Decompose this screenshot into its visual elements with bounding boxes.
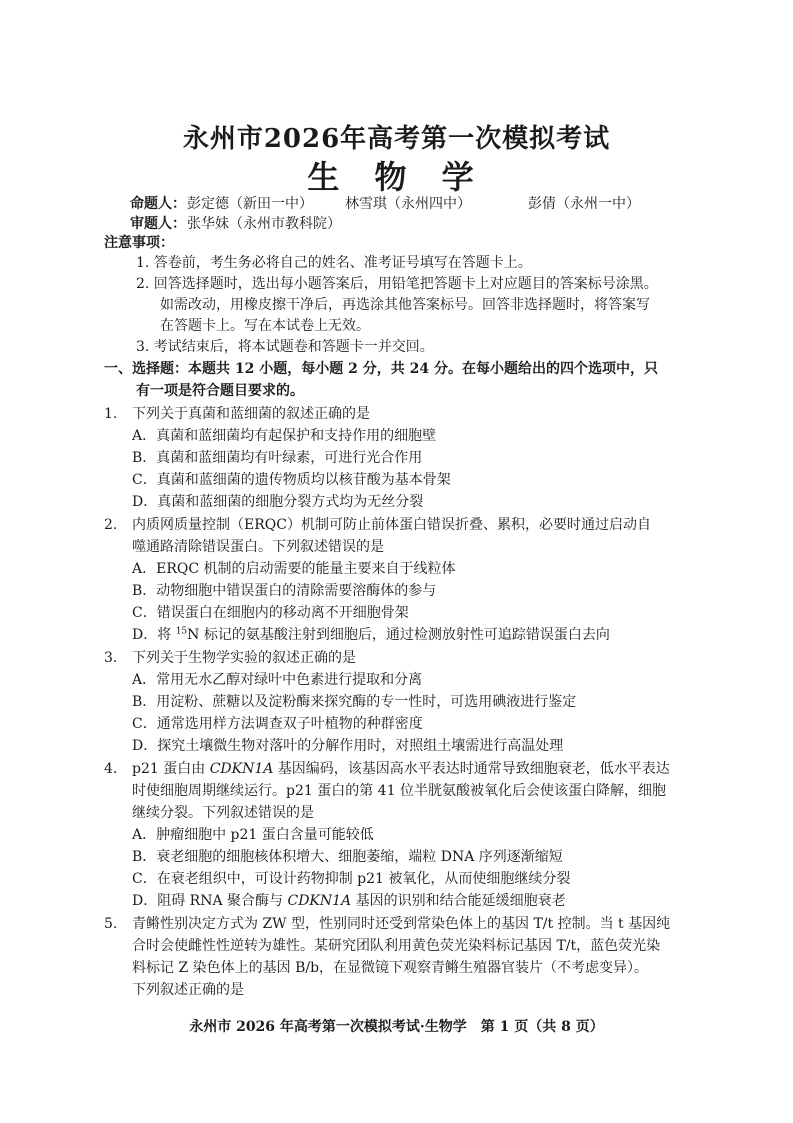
question-stem: 料标记 Z 染色体上的基因 B/b，在显微镜下观察青鳉生殖器官装片（不考虑变异）。 (132, 960, 649, 976)
question-option: D．真菌和蓝细菌的细胞分裂方式均为无丝分裂 (132, 494, 424, 510)
reviewer-label: 审题人： (130, 216, 186, 232)
question-option: C．在衰老组织中，可设计药物抑制 p21 被氧化，从而使细胞继续分裂 (132, 871, 571, 887)
question-number: 4. (104, 761, 118, 777)
question-number: 5. (104, 916, 118, 932)
proposer-label: 命题人： (130, 196, 186, 212)
question-stem: 内质网质量控制（ERQC）机制可防止前体蛋白错误折叠、累积，必要时通过启动自 (132, 517, 651, 533)
question-number: 2. (104, 517, 118, 533)
question-number: 1. (104, 406, 118, 422)
proposer-2: 林雪琪（永州四中） (345, 196, 471, 212)
section-instruction: 本题共 12 小题，每小题 2 分，共 24 分。在每小题给出的四个选项中，只 (188, 361, 658, 377)
isotope-superscript: 15 (175, 626, 188, 637)
gene-name: CDKN1A (209, 761, 274, 777)
question-option: D．探究土壤微生物对落叶的分解作用时，对照组土壤需进行高温处理 (132, 738, 564, 754)
question-option: B．真菌和蓝细菌均有叶绿素，可进行光合作用 (132, 450, 423, 466)
notice-heading: 注意事项： (104, 235, 174, 251)
section-heading (104, 358, 658, 380)
notice-item: 在答题卡上。写在本试卷上无效。 (160, 318, 370, 334)
section-instruction-cont: 有一项是符合题目要求的。 (136, 383, 304, 399)
question-number: 3. (104, 650, 118, 666)
notice-item: 2. 回答选择题时，选出每小题答案后，用铅笔把答题卡上对应题目的答案标号涂黑。 (136, 276, 658, 292)
question-option: A．常用无水乙醇对绿叶中色素进行提取和分离 (132, 672, 423, 688)
option-text: D．阻碍 RNA 聚合酶与 (132, 893, 288, 909)
gene-name: CDKN1A (287, 893, 352, 909)
notice-item: 1. 答卷前，考生务必将自己的姓名、准考证号填写在答题卡上。 (136, 255, 532, 271)
question-stem: 合时会使雌性性逆转为雄性。某研究团队利用黄色荧光染料标记基因 T/t，蓝色荧光染 (132, 938, 661, 954)
question-stem (132, 758, 670, 780)
question-option: A．肿瘤细胞中 p21 蛋白含量可能较低 (132, 827, 374, 843)
question-stem: 噬通路清除错误蛋白。下列叙述错误的是 (132, 539, 384, 555)
question-option (132, 624, 610, 646)
reviewer-name: 张华妹（永州市教科院） (187, 216, 341, 232)
page-title: 永州市2026年高考第一次模拟考试 (182, 124, 611, 154)
question-option: C．通常选用样方法调查双子叶植物的种群密度 (132, 716, 423, 732)
question-stem: 青鳉性别决定方式为 ZW 型，性别同时还受到常染色体上的基因 T/t 控制。当 t 基因纯 (132, 916, 671, 932)
question-option: C．错误蛋白在细胞内的移动离不开细胞骨架 (132, 605, 409, 621)
question-option: A．ERQC 机制的启动需要的能量主要来自于线粒体 (132, 561, 456, 577)
question-stem: 下列叙述正确的是 (132, 982, 244, 998)
question-stem: 下列关于生物学实验的叙述正确的是 (132, 650, 356, 666)
proposer-3: 彭倩（永州一中） (528, 196, 640, 212)
notice-item: 3. 考试结束后，将本试题卷和答题卡一并交回。 (136, 339, 434, 355)
option-text: 基因的识别和结合能延缓细胞衰老 (351, 893, 566, 909)
section-label: 一、选择题： (104, 361, 188, 377)
option-text: D．将 (132, 627, 176, 643)
question-option: B．用淀粉、蔗糖以及淀粉酶来探究酶的专一性时，可选用碘液进行鉴定 (132, 694, 577, 710)
stem-text: 基因编码，该基因高水平表达时通常导致细胞衰老，低水平表达 (273, 761, 670, 777)
subject-title: 生 物 学 (307, 158, 486, 196)
proposer-1: 彭定德（新田一中） (187, 196, 313, 212)
notice-item: 如需改动，用橡皮擦干净后，再选涂其他答案标号。回答非选择题时，将答案写 (160, 297, 650, 313)
page-footer: 永州市 2026 年高考第一次模拟考试·生物学 第 1 页（共 8 页） (189, 1019, 604, 1035)
question-stem: 时使细胞周期继续运行。p21 蛋白的第 41 位半胱氨酸被氧化后会使该蛋白降解，细胞 (132, 783, 666, 799)
option-text: N 标记的氨基酸注射到细胞后，通过检测放射性可追踪错误蛋白去向 (187, 627, 610, 643)
question-option: B．动物细胞中错误蛋白的清除需要溶酶体的参与 (132, 583, 437, 599)
question-stem: 下列关于真菌和蓝细菌的叙述正确的是 (132, 406, 370, 422)
question-option: C．真菌和蓝细菌的遗传物质均以核苷酸为基本骨架 (132, 472, 451, 488)
question-stem: 继续分裂。下列叙述错误的是 (132, 805, 314, 821)
stem-text: p21 蛋白由 (132, 761, 210, 777)
question-option: B．衰老细胞的细胞核体积增大、细胞萎缩，端粒 DNA 序列逐渐缩短 (132, 849, 563, 865)
question-option: A．真菌和蓝细菌均有起保护和支持作用的细胞壁 (132, 428, 437, 444)
question-option (132, 890, 566, 912)
